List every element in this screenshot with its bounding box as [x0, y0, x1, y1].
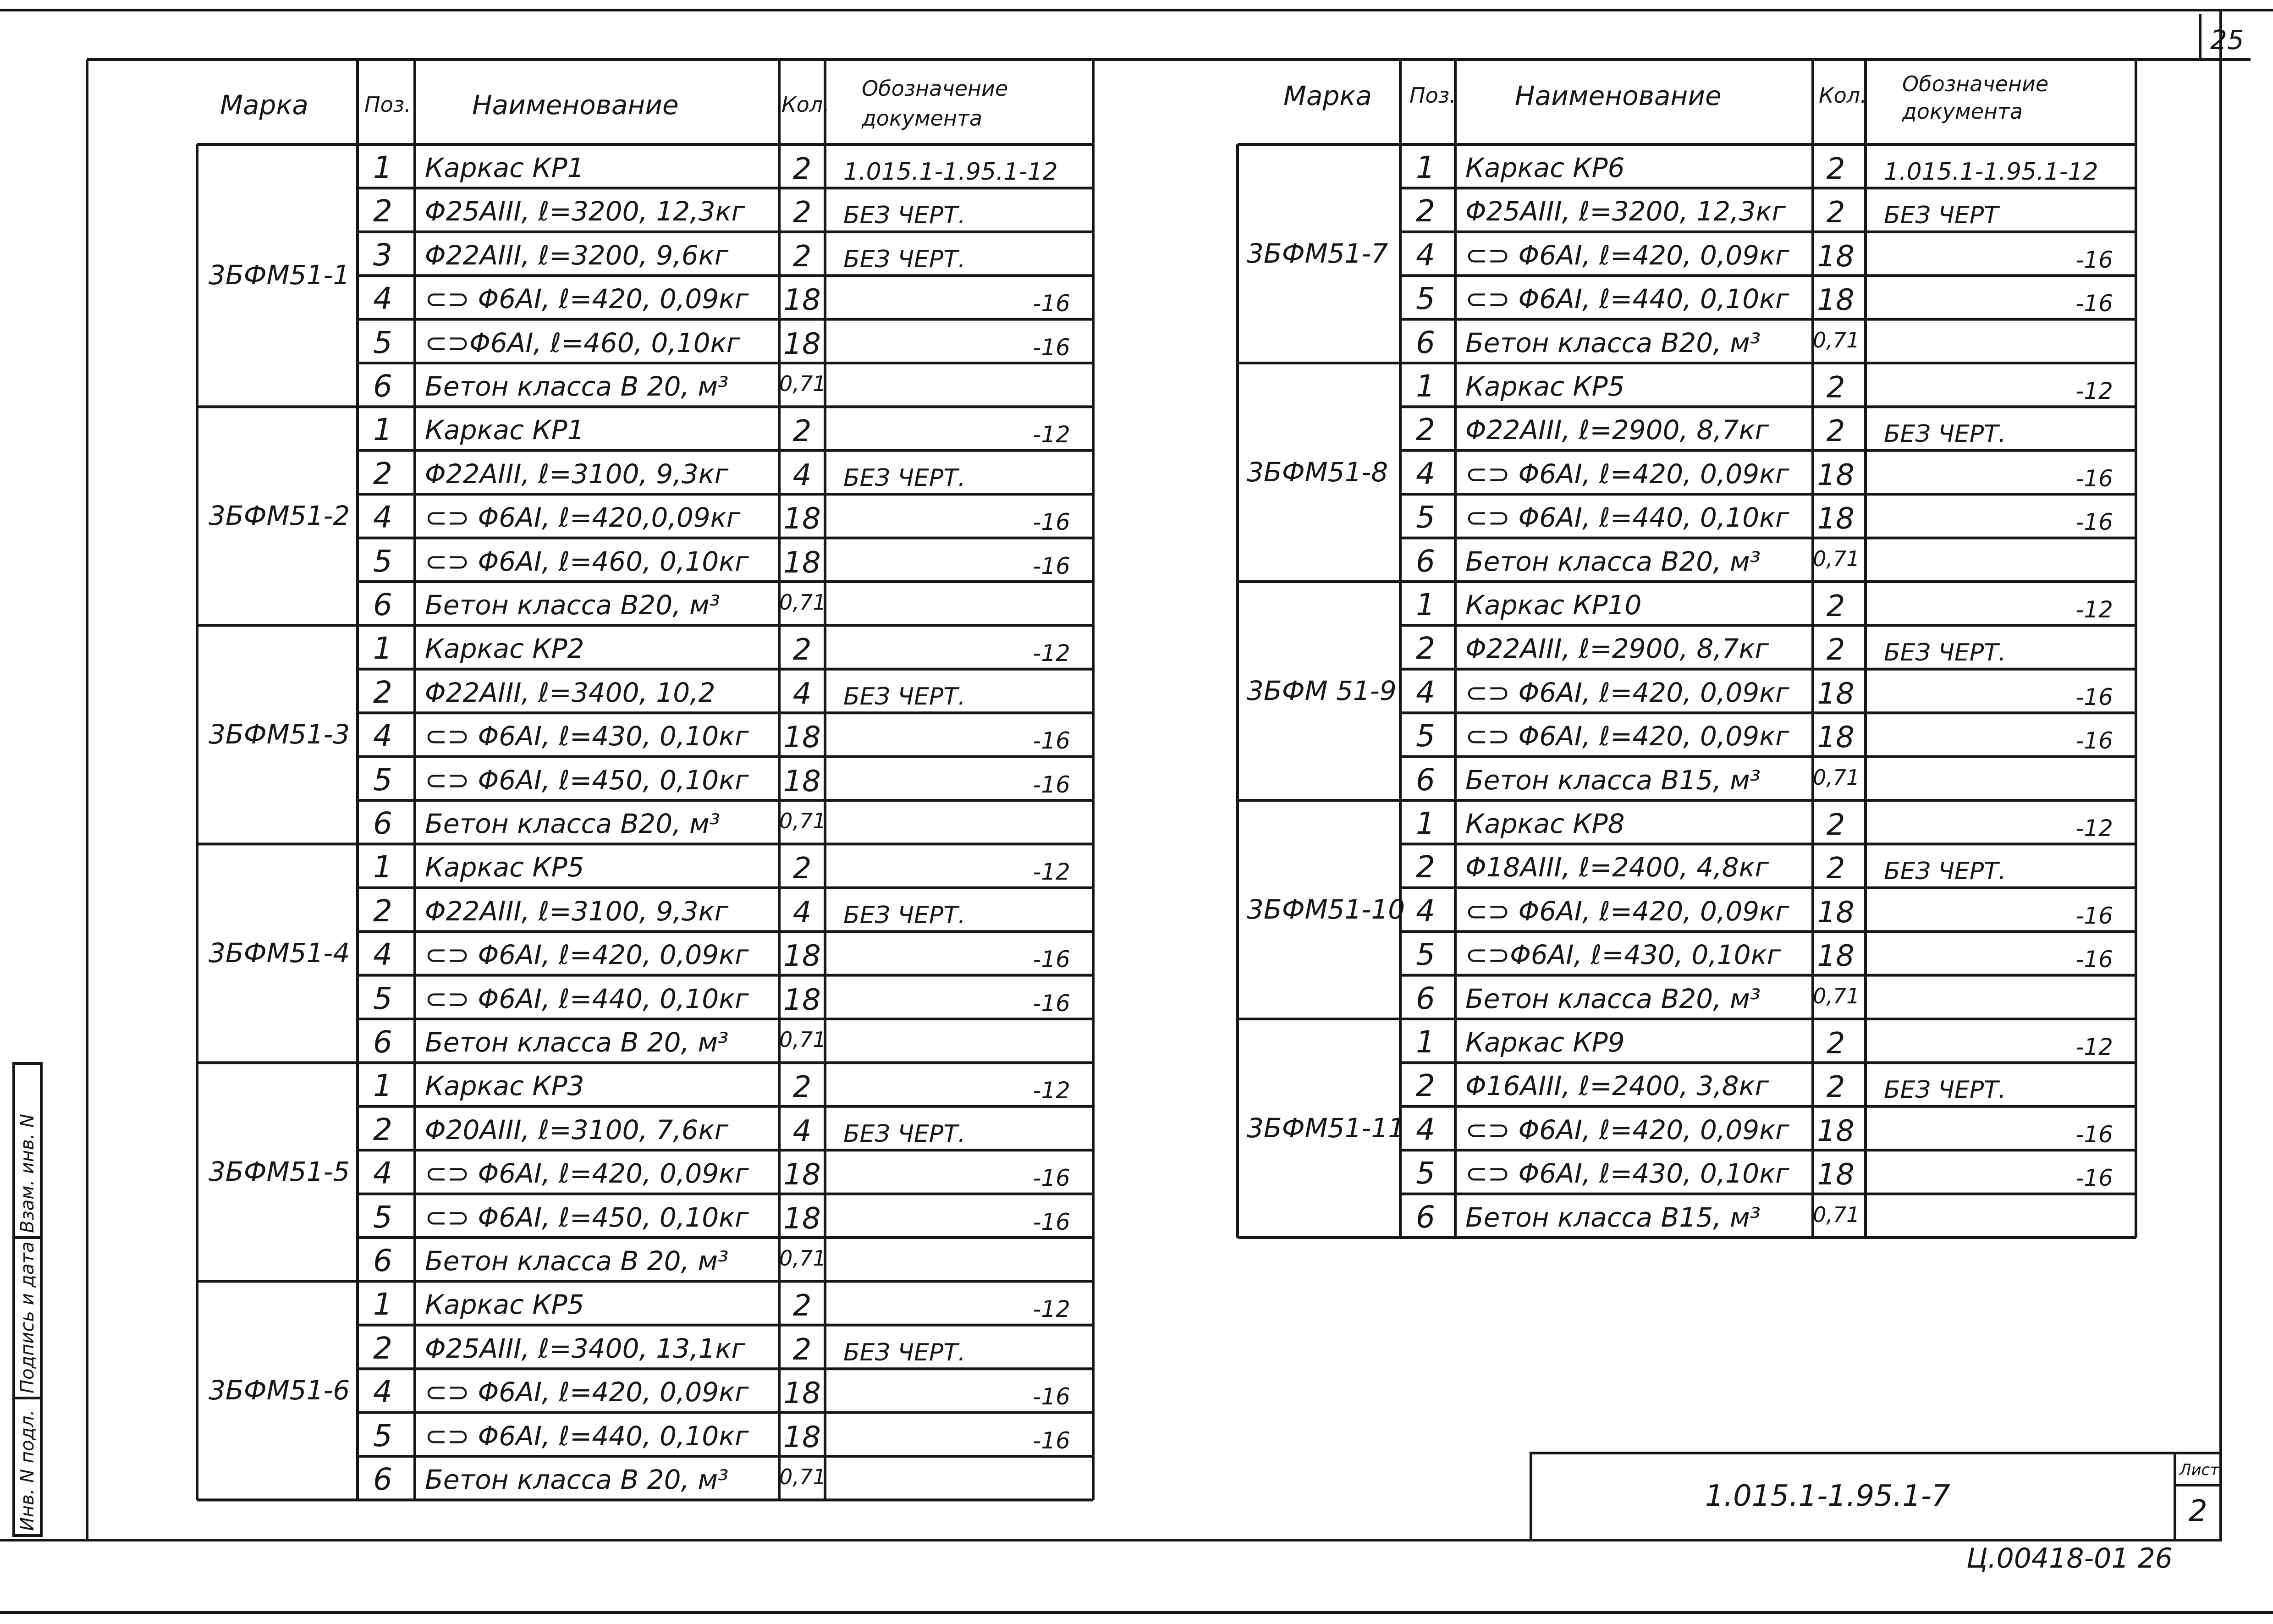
right_table-row-qty: 0,71 — [1813, 546, 1860, 571]
right_table-row-name: ⊂⊃Φ6АI, ℓ=430, 0,10кг — [1465, 939, 1781, 971]
right_table-row-name: ⊂⊃ Φ6АI, ℓ=420, 0,09кг — [1465, 239, 1789, 271]
right_table-row-pos: 4 — [1416, 893, 1435, 929]
right_table-row-pos: 6 — [1416, 325, 1435, 360]
left_table-row-qty: 18 — [783, 1158, 821, 1192]
title-block-sheet-label: Лист — [2179, 1461, 2219, 1479]
left_table-row-name: ⊂⊃ Φ6АI, ℓ=440, 0,10кг — [425, 983, 749, 1014]
right_table-row-ref: -12 — [2075, 378, 2113, 404]
right_table-row-name: Каркас КР10 — [1465, 589, 1642, 621]
right_table-row-name: Φ22АIII, ℓ=2900, 8,7кг — [1465, 414, 1769, 446]
right_table-row-pos: 5 — [1416, 1156, 1435, 1191]
right_table-row-name: Каркас КР8 — [1465, 808, 1625, 839]
right_table-row-qty: 18 — [1817, 1114, 1855, 1148]
left_table-row-pos: 5 — [373, 1199, 392, 1235]
left_table-row-name: Φ25АIII, ℓ=3200, 12,3кг — [425, 196, 746, 227]
left_table-row-ref: -16 — [1033, 1427, 1070, 1454]
right_table-row-qty: 2 — [1826, 633, 1845, 667]
left_table-row-qty: 18 — [783, 502, 821, 536]
right_table-row-doc: БЕЗ ЧЕРТ. — [1884, 420, 2006, 448]
left_table-row-pos: 5 — [373, 543, 392, 579]
right_table-row-name: ⊂⊃ Φ6АI, ℓ=420, 0,09кг — [1465, 721, 1789, 752]
left_table-row-ref: -16 — [1033, 1383, 1070, 1410]
right_table-row-qty: 0,71 — [1813, 765, 1860, 790]
left_table-row-name: ⊂⊃ Φ6АI, ℓ=440, 0,10кг — [425, 1420, 749, 1452]
left_table-row-qty: 18 — [783, 939, 821, 974]
right_table-row-pos: 2 — [1416, 412, 1435, 448]
right_table-row-pos: 2 — [1416, 1068, 1435, 1104]
right_table-row-name: ⊂⊃ Φ6АI, ℓ=430, 0,10кг — [1465, 1158, 1789, 1189]
right_table-row-name: ⊂⊃ Φ6АI, ℓ=420, 0,09кг — [1465, 458, 1789, 490]
left_table-row-ref: -16 — [1033, 1208, 1070, 1235]
left_table-row-name: ⊂⊃Φ6АI, ℓ=460, 0,10кг — [425, 327, 741, 358]
right-header-qty: Кол. — [1819, 83, 1867, 108]
right_table-row-name: Каркас КР6 — [1465, 152, 1625, 183]
left_table-row-qty: 0,71 — [779, 1027, 826, 1052]
right_table-row-pos: 6 — [1416, 1199, 1435, 1235]
left_table-group-mark: 3БФМ51-2 — [209, 500, 350, 531]
right_table-row-name: ⊂⊃ Φ6АI, ℓ=440, 0,10кг — [1465, 502, 1789, 534]
left_table-row-name: Бетон класса В 20, м³ — [425, 1027, 729, 1058]
right_table-row-ref: -16 — [2075, 246, 2113, 273]
left_table-row-qty: 18 — [783, 1420, 821, 1454]
left_table-row-pos: 6 — [373, 369, 392, 404]
left_table-row-name: Φ22АIII, ℓ=3200, 9,6кг — [425, 239, 729, 271]
left_table-row-qty: 4 — [793, 458, 812, 492]
left_table-row-pos: 5 — [373, 1418, 392, 1453]
right_table-row-name: ⊂⊃ Φ6АI, ℓ=420, 0,09кг — [1465, 1114, 1789, 1145]
right_table-row-qty: 2 — [1826, 1070, 1845, 1105]
left_table-row-ref: -16 — [1033, 552, 1070, 579]
left_table-row-ref: -16 — [1033, 727, 1070, 754]
left_table-row-qty: 18 — [783, 1376, 821, 1411]
right_table-row-doc: БЕЗ ЧЕРТ. — [1884, 639, 2006, 667]
right_table-row-qty: 2 — [1826, 196, 1845, 230]
left_table-row-pos: 6 — [373, 1024, 392, 1060]
right_table-row-pos: 4 — [1416, 237, 1435, 273]
left_table-row-name: ⊂⊃ Φ6АI, ℓ=450, 0,10кг — [425, 1201, 749, 1233]
left_table-row-ref: -16 — [1033, 1165, 1070, 1192]
right_table-row-ref: -16 — [2075, 902, 2113, 929]
left_table-row-name: Бетон класса В 20, м³ — [425, 371, 729, 402]
left_table-row-pos: 1 — [373, 150, 392, 185]
left_table-row-pos: 2 — [373, 193, 392, 229]
right_table-group-mark: 3БФМ51-10 — [1247, 893, 1405, 925]
left_table-row-pos: 2 — [373, 1330, 392, 1366]
title-block-designation: 1.015.1-1.95.1-7 — [1705, 1479, 1950, 1513]
left_table-row-pos: 5 — [373, 762, 392, 798]
right_table-row-pos: 4 — [1416, 674, 1435, 710]
left_table-row-pos: 2 — [373, 456, 392, 491]
side-caption-sign: Подпись и дата — [17, 1241, 38, 1393]
right_table-row-name: Бетон класса В15, м³ — [1465, 764, 1761, 796]
right-header-pos: Поз. — [1409, 83, 1456, 108]
right_table-row-qty: 18 — [1817, 502, 1855, 536]
right_table-row-qty: 0,71 — [1813, 327, 1860, 352]
left_table-row-name: Каркас КР5 — [425, 852, 584, 883]
left_table-row-name: Бетон класса В 20, м³ — [425, 1464, 729, 1495]
left_table-row-qty: 18 — [783, 545, 821, 580]
right_table-row-ref: -12 — [2075, 1034, 2113, 1060]
right-header-doc-1: Обозначение — [1902, 72, 2049, 96]
left_table-row-pos: 1 — [373, 412, 392, 448]
left_table-row-doc: БЕЗ ЧЕРТ. — [843, 245, 966, 273]
left_table-row-qty: 2 — [793, 414, 812, 449]
left_table-row-ref: -16 — [1033, 946, 1070, 973]
right_table-row-name: Бетон класса В15, м³ — [1465, 1201, 1761, 1233]
left_table-row-name: Каркас КР1 — [425, 414, 584, 446]
left_table-row-name: Φ22АIII, ℓ=3400, 10,2 — [425, 677, 715, 708]
right_table-row-ref: -12 — [2075, 596, 2113, 623]
left_table-row-name: Бетон класса В20, м³ — [425, 589, 720, 621]
left_table-row-qty: 4 — [793, 677, 812, 711]
left_table-group-mark: 3БФМ51-4 — [209, 937, 350, 969]
left_table-row-name: Каркас КР1 — [425, 152, 584, 183]
right_table-row-pos: 5 — [1416, 281, 1435, 317]
left-header-doc-2: документа — [862, 106, 983, 131]
right_table-row-qty: 18 — [1817, 721, 1855, 755]
right_table-row-doc: 1.015.1-1.95.1-12 — [1884, 158, 2098, 186]
title-block-bottom-code: Ц.00418-01 26 — [1966, 1542, 2173, 1574]
right_table-row-name: Φ22АIII, ℓ=2900, 8,7кг — [1465, 633, 1769, 665]
right_table-row-name: Бетон класса В20, м³ — [1465, 327, 1761, 358]
left_table-row-name: Φ22АIII, ℓ=3100, 9,3кг — [425, 458, 729, 490]
left_table-row-ref: -16 — [1033, 990, 1070, 1017]
title-block-sheet-value: 2 — [2189, 1494, 2207, 1528]
right_table-row-pos: 6 — [1416, 762, 1435, 798]
left_table-row-ref: -12 — [1033, 421, 1070, 448]
left_table-row-pos: 2 — [373, 1112, 392, 1147]
left_table-row-pos: 4 — [373, 937, 392, 973]
right_table-row-pos: 1 — [1416, 150, 1435, 185]
right_table-row-ref: -16 — [2075, 509, 2113, 536]
right_table-row-ref: -16 — [2075, 1121, 2113, 1148]
right_table-row-qty: 2 — [1826, 371, 1845, 405]
left_table-row-name: Каркас КР2 — [425, 633, 584, 665]
left_table-row-name: ⊂⊃ Φ6АI, ℓ=420, 0,09кг — [425, 1376, 749, 1408]
left_table-row-ref: -12 — [1033, 859, 1070, 886]
right_table-row-qty: 18 — [1817, 895, 1855, 930]
left_table-row-pos: 6 — [373, 587, 392, 622]
left_table-row-doc: БЕЗ ЧЕРТ. — [843, 1338, 966, 1366]
right_table-row-qty: 18 — [1817, 283, 1855, 318]
left_table-row-qty: 2 — [793, 1070, 812, 1105]
left_table-group-mark: 3БФМ51-3 — [209, 718, 350, 750]
right_table-row-ref: -12 — [2075, 815, 2113, 842]
left_table-row-qty: 18 — [783, 764, 821, 798]
right_table-row-qty: 18 — [1817, 239, 1855, 274]
right_table-row-pos: 2 — [1416, 849, 1435, 885]
right_table-row-ref: -16 — [2075, 946, 2113, 973]
right_table-row-pos: 5 — [1416, 500, 1435, 535]
right_table-row-qty: 2 — [1826, 589, 1845, 623]
left_table-row-qty: 2 — [793, 196, 812, 230]
left_table-row-name: ⊂⊃ Φ6АI, ℓ=420, 0,09кг — [425, 283, 749, 315]
right_table-row-name: Каркас КР9 — [1465, 1027, 1625, 1058]
left_table-row-qty: 18 — [783, 1201, 821, 1236]
right_table-row-name: ⊂⊃ Φ6АI, ℓ=420, 0,09кг — [1465, 677, 1789, 708]
right-header-name: Наименование — [1515, 80, 1722, 111]
right_table-row-pos: 5 — [1416, 718, 1435, 754]
right-header-mark: Марка — [1283, 80, 1372, 111]
right_table-row-pos: 5 — [1416, 937, 1435, 973]
left_table-row-qty: 0,71 — [779, 371, 826, 396]
right_table-row-pos: 1 — [1416, 369, 1435, 404]
left_table-row-name: Φ25АIII, ℓ=3400, 13,1кг — [425, 1332, 746, 1364]
right_table-row-pos: 2 — [1416, 631, 1435, 666]
left-header-pos: Поз. — [364, 92, 411, 117]
right_table-row-name: Φ18АIII, ℓ=2400, 4,8кг — [1465, 852, 1769, 883]
left_table-row-ref: -16 — [1033, 290, 1070, 317]
left_table-row-doc: 1.015.1-1.95.1-12 — [843, 158, 1058, 186]
right-header-doc-2: документа — [1902, 99, 2023, 124]
right_table-group-mark: 3БФМ51-11 — [1247, 1112, 1405, 1144]
left_table-row-pos: 5 — [373, 980, 392, 1016]
left_table-row-ref: -12 — [1033, 1077, 1070, 1104]
right_table-row-name: ⊂⊃ Φ6АI, ℓ=420, 0,09кг — [1465, 895, 1789, 927]
left_table-row-doc: БЕЗ ЧЕРТ. — [843, 1120, 966, 1148]
left-header-doc-1: Обозначение — [862, 76, 1008, 101]
left_table-row-name: Φ22АIII, ℓ=3100, 9,3кг — [425, 895, 729, 927]
left_table-row-qty: 0,71 — [779, 809, 826, 833]
left_table-row-name: Бетон класса В20, м³ — [425, 808, 720, 839]
left_table-row-doc: БЕЗ ЧЕРТ. — [843, 464, 966, 492]
right_table-row-qty: 2 — [1826, 152, 1845, 186]
left_table-row-qty: 18 — [783, 283, 821, 318]
right_table-row-pos: 4 — [1416, 1112, 1435, 1147]
left_table-row-qty: 2 — [793, 239, 812, 274]
left_table-row-ref: -16 — [1033, 509, 1070, 536]
right_table-row-qty: 2 — [1826, 852, 1845, 886]
left_table-row-pos: 2 — [373, 674, 392, 710]
left_table-row-pos: 3 — [373, 237, 392, 273]
left_table-row-name: Каркас КР5 — [425, 1289, 584, 1321]
left_table-row-qty: 18 — [783, 327, 821, 361]
left_table-row-name: ⊂⊃ Φ6АI, ℓ=420,0,09кг — [425, 502, 741, 534]
left_table-group-mark: 3БФМ51-1 — [209, 259, 350, 291]
left_table-row-qty: 0,71 — [779, 1246, 826, 1271]
left_table-row-name: Φ20АIII, ℓ=3100, 7,6кг — [425, 1114, 729, 1145]
left_table-group-mark: 3БФМ51-5 — [209, 1156, 350, 1187]
left_table-row-pos: 1 — [373, 631, 392, 666]
left_table-row-name: Бетон класса В 20, м³ — [425, 1245, 729, 1277]
right_table-row-doc: БЕЗ ЧЕРТ — [1884, 202, 1999, 230]
sheet-number-top: 25 — [2210, 24, 2244, 55]
right_table-row-pos: 1 — [1416, 587, 1435, 622]
right_table-row-ref: -16 — [2075, 1165, 2113, 1192]
right_table-row-name: Φ16АIII, ℓ=2400, 3,8кг — [1465, 1070, 1769, 1102]
left_table-row-ref: -12 — [1033, 1296, 1070, 1323]
right_table-row-doc: БЕЗ ЧЕРТ. — [1884, 1076, 2006, 1104]
left_table-row-qty: 2 — [793, 1289, 812, 1323]
left_table-row-pos: 4 — [373, 1374, 392, 1410]
left_table-row-name: ⊂⊃ Φ6АI, ℓ=450, 0,10кг — [425, 764, 749, 796]
right_table-row-pos: 6 — [1416, 543, 1435, 579]
right_table-row-name: Каркас КР5 — [1465, 371, 1625, 402]
left-header-mark: Марка — [220, 89, 308, 121]
left_table-row-qty: 2 — [793, 1332, 812, 1367]
left_table-row-pos: 5 — [373, 325, 392, 360]
left_table-row-ref: -12 — [1033, 640, 1070, 667]
right_table-row-ref: -16 — [2075, 683, 2113, 710]
left_table-row-qty: 2 — [793, 152, 812, 186]
left_table-row-name: ⊂⊃ Φ6АI, ℓ=430, 0,10кг — [425, 721, 749, 752]
left_table-row-pos: 2 — [373, 893, 392, 929]
right_table-group-mark: 3БФМ51-8 — [1247, 456, 1388, 488]
right_table-row-pos: 6 — [1416, 980, 1435, 1016]
left_table-row-pos: 1 — [373, 1068, 392, 1104]
left_table-row-ref: -16 — [1033, 771, 1070, 798]
right_table-row-doc: БЕЗ ЧЕРТ. — [1884, 858, 2006, 886]
left_table-row-ref: -16 — [1033, 334, 1070, 361]
left_table-row-qty: 2 — [793, 852, 812, 886]
left_table-row-name: Каркас КР3 — [425, 1070, 584, 1102]
left_table-row-doc: БЕЗ ЧЕРТ. — [843, 901, 966, 929]
right_table-row-ref: -16 — [2075, 290, 2113, 317]
right_table-row-ref: -16 — [2075, 465, 2113, 492]
left_table-row-qty: 18 — [783, 983, 821, 1017]
right_table-row-qty: 18 — [1817, 939, 1855, 974]
left-header-qty: Кол. — [782, 92, 830, 117]
left_table-row-pos: 4 — [373, 500, 392, 535]
right_table-row-ref: -16 — [2075, 727, 2113, 754]
left_table-row-qty: 4 — [793, 895, 812, 930]
right_table-row-pos: 4 — [1416, 456, 1435, 491]
left_table-row-doc: БЕЗ ЧЕРТ. — [843, 683, 966, 710]
right_table-row-name: Бетон класса В20, м³ — [1465, 545, 1761, 577]
left_table-row-name: ⊂⊃ Φ6АI, ℓ=460, 0,10кг — [425, 545, 749, 577]
left_table-row-pos: 6 — [373, 1462, 392, 1497]
left_table-row-qty: 0,71 — [779, 590, 826, 615]
left_table-row-qty: 18 — [783, 721, 821, 755]
left_table-row-pos: 4 — [373, 1156, 392, 1191]
right_table-group-mark: 3БФМ 51-9 — [1247, 675, 1397, 706]
right_table-row-name: Бетон класса В20, м³ — [1465, 983, 1761, 1014]
right_table-row-pos: 2 — [1416, 193, 1435, 229]
right_table-row-qty: 18 — [1817, 1158, 1855, 1192]
right_table-row-qty: 2 — [1826, 1027, 1845, 1061]
left_table-row-doc: БЕЗ ЧЕРТ. — [843, 202, 966, 230]
right_table-row-qty: 2 — [1826, 808, 1845, 842]
left_table-row-qty: 2 — [793, 633, 812, 667]
right_table-row-qty: 18 — [1817, 458, 1855, 492]
left_table-row-name: ⊂⊃ Φ6АI, ℓ=420, 0,09кг — [425, 939, 749, 971]
left_table-group-mark: 3БФМ51-6 — [209, 1374, 350, 1406]
left_table-row-pos: 6 — [373, 806, 392, 841]
right_table-row-qty: 0,71 — [1813, 983, 1860, 1008]
left_table-row-pos: 4 — [373, 718, 392, 754]
right_table-row-name: Φ25АIII, ℓ=3200, 12,3кг — [1465, 196, 1786, 227]
side-caption-replace: Взам. инв. N — [17, 1114, 38, 1233]
side-caption-inv: Инв. N подл. — [17, 1409, 38, 1531]
right_table-row-qty: 2 — [1826, 414, 1845, 449]
left_table-row-qty: 0,71 — [779, 1464, 826, 1489]
right_table-row-qty: 0,71 — [1813, 1202, 1860, 1227]
left_table-row-qty: 4 — [793, 1114, 812, 1148]
left-header-name: Наименование — [472, 89, 679, 121]
left_table-row-pos: 1 — [373, 849, 392, 885]
left_table-row-pos: 6 — [373, 1243, 392, 1278]
right_table-row-qty: 18 — [1817, 677, 1855, 711]
left_table-row-pos: 1 — [373, 1287, 392, 1322]
left_table-row-name: ⊂⊃ Φ6АI, ℓ=420, 0,09кг — [425, 1158, 749, 1189]
left_table-row-pos: 4 — [373, 281, 392, 317]
right_table-row-pos: 1 — [1416, 1024, 1435, 1060]
right_table-row-pos: 1 — [1416, 806, 1435, 841]
right_table-group-mark: 3БФМ51-7 — [1247, 237, 1388, 269]
right_table-row-name: ⊂⊃ Φ6АI, ℓ=440, 0,10кг — [1465, 283, 1789, 315]
